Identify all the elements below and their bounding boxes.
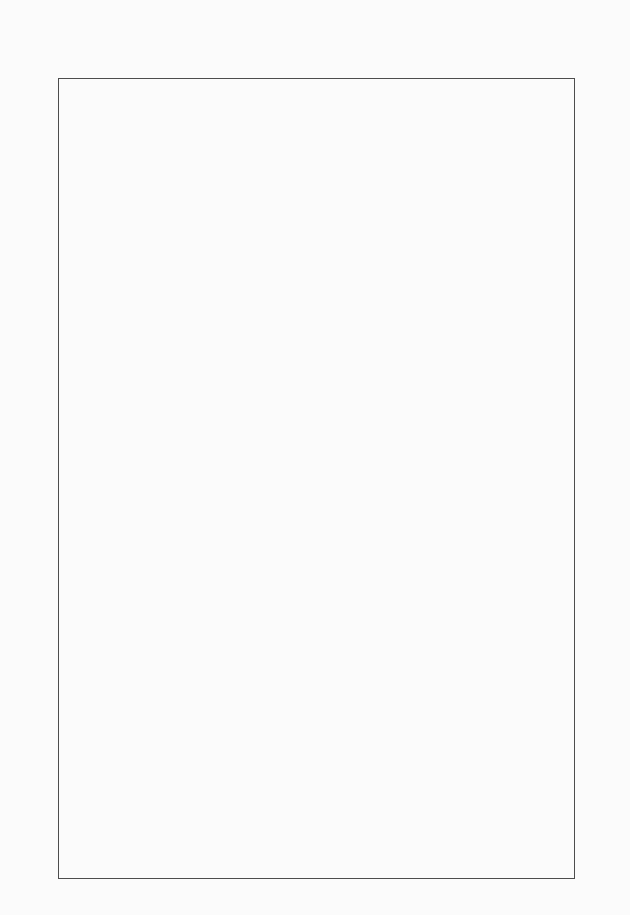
article7-header <box>265 79 371 106</box>
article6-para1-header <box>174 93 265 106</box>
article6-para2-header <box>119 93 174 106</box>
article7-categories-cell <box>265 106 371 276</box>
payout-rate-table <box>58 78 575 879</box>
article6-header <box>119 79 265 93</box>
years-of-service-header <box>59 79 119 276</box>
article8-header <box>371 79 574 106</box>
offduty-injury-column-header <box>218 106 265 276</box>
over-20-years-note <box>120 703 134 871</box>
article8-categories-cell <box>371 106 574 276</box>
self-reason-column-header <box>119 106 174 276</box>
retirement-under11y-column-header <box>174 106 218 276</box>
